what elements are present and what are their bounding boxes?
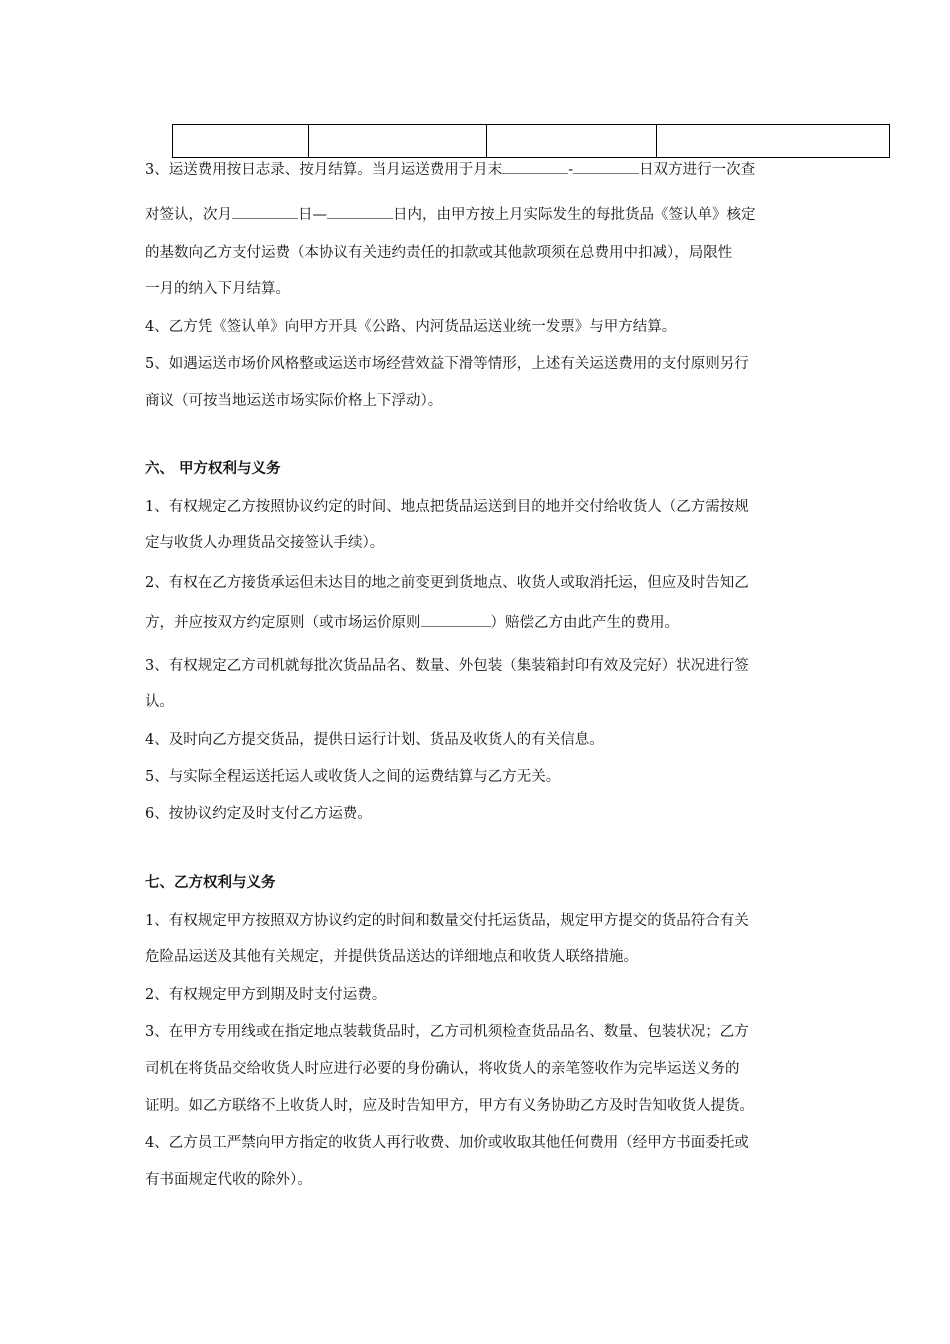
paragraph-market-line1: 5、如遇运送市场价风格整或运送市场经营效益下滑等情形，上述有关运送费用的支付原则另行 bbox=[145, 356, 749, 372]
paragraph-b3-line1: 3、在甲方专用线或在指定地点装载货品时，乙方司机须检查货品品名、数量、包装状况；乙方 bbox=[145, 1024, 749, 1040]
paragraph-a5: 5、与实际全程运送托运人或收货人之间的运费结算与乙方无关。 bbox=[145, 769, 561, 785]
text: 日— bbox=[298, 207, 327, 223]
paragraph-b3-line2: 司机在将货品交给收货人时应进行必要的身份确认，将收货人的亲笔签收作为完毕运送义务的 bbox=[145, 1061, 740, 1077]
text: 对签认，次月 bbox=[145, 207, 232, 223]
fill-blank bbox=[327, 204, 393, 219]
paragraph-b1-line1: 1、有权规定甲方按照双方协议约定的时间和数量交付托运货品，规定甲方提交的货品符合有关 bbox=[145, 913, 749, 929]
table-cell bbox=[173, 125, 309, 157]
paragraph-b1-line2: 危险品运送及其他有关规定，并提供货品送达的详细地点和收货人联络措施。 bbox=[145, 949, 638, 965]
paragraph-a2-line2 bbox=[145, 612, 679, 633]
text: ）赔偿乙方由此产生的费用。 bbox=[490, 615, 679, 631]
paragraph-a2-line1: 2、有权在乙方接货承运但未达目的地之前变更到货地点、收货人或取消托运，但应及时告知乙 bbox=[145, 575, 749, 591]
fill-blank bbox=[573, 159, 639, 174]
text: - bbox=[568, 162, 574, 178]
text: 3、运送费用按日志录、按月结算。当月运送费用于月末 bbox=[145, 162, 503, 178]
table-cell bbox=[487, 125, 657, 157]
section-heading-party-b: 七、乙方权利与义务 bbox=[145, 874, 276, 891]
fill-blank bbox=[421, 612, 491, 627]
text: 方，并应按双方约定原则（或市场运价原则 bbox=[145, 615, 421, 631]
paragraph-b4-line1: 4、乙方员工严禁向甲方指定的收货人再行收费、加价或收取其他任何费用（经甲方书面委托或 bbox=[145, 1135, 749, 1151]
paragraph-a4: 4、及时向乙方提交货品，提供日运行计划、货品及收货人的有关信息。 bbox=[145, 732, 604, 748]
paragraph-a3-line2: 认。 bbox=[145, 694, 174, 710]
text: 日双方进行一次查 bbox=[639, 162, 756, 178]
table-cell bbox=[657, 125, 889, 157]
paragraph-settlement-line2 bbox=[145, 204, 756, 225]
paragraph-settlement-line1 bbox=[145, 159, 755, 180]
table-cell bbox=[309, 125, 487, 157]
paragraph-a1-line1: 1、有权规定乙方按照协议约定的时间、地点把货品运送到目的地并交付给收货人（乙方需按规 bbox=[145, 499, 749, 515]
paragraph-a3-line1: 3、有权规定乙方司机就每批次货品品名、数量、外包装（集装箱封印有效及完好）状况进行签 bbox=[145, 658, 749, 674]
paragraph-a1-line2: 定与收货人办理货品交接签认手续）。 bbox=[145, 535, 385, 551]
text: 日内，由甲方按上月实际发生的每批货品《签认单》核定 bbox=[393, 207, 756, 223]
paragraph-settlement-line3: 的基数向乙方支付运费（本协议有关违约责任的扣款或其他款项须在总费用中扣减），局限性 bbox=[145, 245, 733, 261]
paragraph-b2: 2、有权规定甲方到期及时支付运费。 bbox=[145, 987, 387, 1003]
top-table-row bbox=[172, 124, 890, 158]
section-heading-party-a: 六、 甲方权利与义务 bbox=[145, 460, 281, 477]
paragraph-b3-line3: 证明。如乙方联络不上收货人时，应及时告知甲方，甲方有义务协助乙方及时告知收货人提货。 bbox=[145, 1098, 754, 1114]
paragraph-b4-line2: 有书面规定代收的除外）。 bbox=[145, 1172, 312, 1188]
paragraph-market-line2: 商议（可按当地运送市场实际价格上下浮动）。 bbox=[145, 393, 443, 409]
paragraph-settlement-line4: 一月的纳入下月结算。 bbox=[145, 281, 290, 297]
paragraph-invoice: 4、乙方凭《签认单》向甲方开具《公路、内河货品运送业统一发票》与甲方结算。 bbox=[145, 319, 677, 335]
fill-blank bbox=[502, 159, 568, 174]
fill-blank bbox=[232, 204, 298, 219]
paragraph-a6: 6、按协议约定及时支付乙方运费。 bbox=[145, 806, 372, 822]
